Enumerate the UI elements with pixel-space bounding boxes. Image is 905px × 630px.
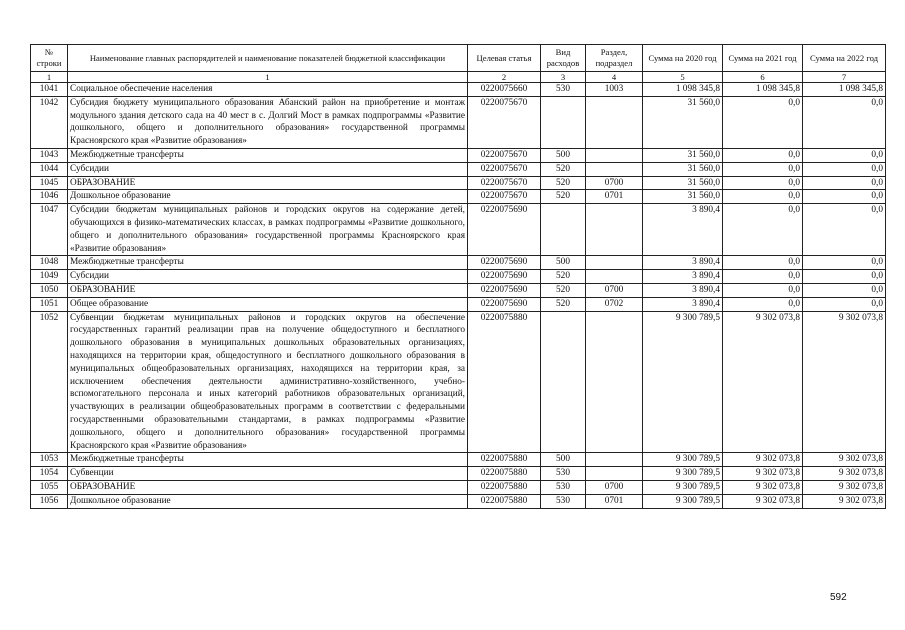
table-row — [31, 480, 886, 494]
sum-2022: 0,0 — [803, 96, 886, 148]
sum-2022: 9 302 073,8 — [803, 467, 886, 481]
target-article: 0220075690 — [468, 297, 541, 311]
row-name: Дошкольное образование — [68, 494, 468, 508]
row-name: ОБРАЗОВАНИЕ — [68, 283, 468, 297]
sum-2020: 31 560,0 — [643, 148, 723, 162]
row-number: 1055 — [31, 480, 68, 494]
row-name: Межбюджетные трансферты — [68, 148, 468, 162]
expense-type: 500 — [541, 256, 586, 270]
table-row — [31, 270, 886, 284]
target-article: 0220075880 — [468, 453, 541, 467]
table-row — [31, 494, 886, 508]
table-row — [31, 96, 886, 148]
header-row-number: № строки — [31, 45, 68, 72]
sum-2022: 0,0 — [803, 148, 886, 162]
table-row — [31, 190, 886, 204]
row-number: 1044 — [31, 162, 68, 176]
sum-2020: 1 098 345,8 — [643, 83, 723, 97]
expense-type — [541, 311, 586, 453]
expense-type — [541, 96, 586, 148]
sum-2022: 0,0 — [803, 190, 886, 204]
sum-2022: 9 302 073,8 — [803, 311, 886, 453]
column-number: 2 — [468, 72, 541, 83]
target-article: 0220075880 — [468, 311, 541, 453]
expense-type: 520 — [541, 283, 586, 297]
sum-2022: 0,0 — [803, 297, 886, 311]
header-name: Наименование главных распорядителей и наименование показателей бюджетной классификации — [68, 45, 468, 72]
target-article: 0220075670 — [468, 96, 541, 148]
row-number: 1043 — [31, 148, 68, 162]
row-name: Субсидия бюджету муниципального образования Абанский район на приобретение и монтаж модульного здания детского сада на 40 мест в с. Долгий Мост в рамках подпрограммы «Развитие дошкольного, общего и дополнительного образования» государственной программы Красноярского края «Развитие образования» — [68, 96, 468, 148]
row-number: 1056 — [31, 494, 68, 508]
table-row — [31, 311, 886, 453]
sum-2022: 0,0 — [803, 176, 886, 190]
sum-2021: 9 302 073,8 — [723, 311, 803, 453]
sum-2022: 0,0 — [803, 256, 886, 270]
expense-type: 530 — [541, 467, 586, 481]
column-number: 4 — [586, 72, 643, 83]
sum-2021: 0,0 — [723, 148, 803, 162]
section-code — [586, 204, 643, 256]
sum-2022: 9 302 073,8 — [803, 494, 886, 508]
table-row — [31, 83, 886, 97]
row-name: Дошкольное образование — [68, 190, 468, 204]
row-name: Субвенции бюджетам муниципальных районов и городских округов на обеспечение государственных гарантий реализации прав на получение общедоступного и бесплатного дошкольного образования в муниципальных дошкольных образовательных организациях, находящихся на территории края, общедоступного и бесплатного дошкольного образования в муниципальных общеобразовательных организациях, находящихся на территории края, за исключением обеспечения деятельности административно-хозяйственного, учебно-вспомогательного персонала и иных категорий работников образовательных организаций, участвующих в реализации общеобразовательных программ в соответствии с федеральными государственными образовательными стандартами, в рамках подпрограммы «Развитие дошкольного, общего и дополнительного образования» государственной программы Красноярского края «Развитие образования» — [68, 311, 468, 453]
section-code: 0700 — [586, 283, 643, 297]
sum-2020: 31 560,0 — [643, 176, 723, 190]
sum-2020: 31 560,0 — [643, 96, 723, 148]
expense-type: 530 — [541, 83, 586, 97]
header-expense-type: Вид расходов — [541, 45, 586, 72]
section-code — [586, 148, 643, 162]
target-article: 0220075670 — [468, 148, 541, 162]
sum-2020: 31 560,0 — [643, 190, 723, 204]
table-row — [31, 297, 886, 311]
section-code — [586, 311, 643, 453]
sum-2021: 0,0 — [723, 162, 803, 176]
budget-table — [30, 44, 886, 509]
row-name: Субсидии бюджетам муниципальных районов и городских округов на содержание детей, обучающихся в физико-математических классах, в рамках подпрограммы «Развитие дошкольного, общего и дополнительного образования» государственной программы Красноярского края «Развитие образования» — [68, 204, 468, 256]
column-number: 6 — [723, 72, 803, 83]
section-code — [586, 270, 643, 284]
column-number: 5 — [643, 72, 723, 83]
section-code: 0700 — [586, 480, 643, 494]
row-name: Общее образование — [68, 297, 468, 311]
row-name: Межбюджетные трансферты — [68, 453, 468, 467]
row-number: 1052 — [31, 311, 68, 453]
header-sum-2020: Сумма на 2020 год — [643, 45, 723, 72]
row-name: ОБРАЗОВАНИЕ — [68, 480, 468, 494]
table-row — [31, 204, 886, 256]
section-code — [586, 453, 643, 467]
table-row — [31, 162, 886, 176]
row-number: 1048 — [31, 256, 68, 270]
sum-2021: 9 302 073,8 — [723, 467, 803, 481]
target-article: 0220075670 — [468, 176, 541, 190]
sum-2021: 9 302 073,8 — [723, 480, 803, 494]
row-number: 1051 — [31, 297, 68, 311]
row-number: 1049 — [31, 270, 68, 284]
sum-2022: 0,0 — [803, 283, 886, 297]
sum-2020: 9 300 789,5 — [643, 480, 723, 494]
expense-type: 520 — [541, 270, 586, 284]
sum-2022: 9 302 073,8 — [803, 480, 886, 494]
row-number: 1045 — [31, 176, 68, 190]
sum-2020: 9 300 789,5 — [643, 467, 723, 481]
section-code — [586, 467, 643, 481]
sum-2020: 3 890,4 — [643, 297, 723, 311]
expense-type: 520 — [541, 190, 586, 204]
table-row — [31, 453, 886, 467]
header-target-article: Целевая статья — [468, 45, 541, 72]
sum-2020: 3 890,4 — [643, 256, 723, 270]
row-number: 1046 — [31, 190, 68, 204]
section-code: 0700 — [586, 176, 643, 190]
sum-2021: 0,0 — [723, 256, 803, 270]
section-code — [586, 96, 643, 148]
section-code — [586, 256, 643, 270]
table-row — [31, 283, 886, 297]
table-header — [31, 45, 886, 83]
sum-2021: 0,0 — [723, 204, 803, 256]
expense-type: 500 — [541, 453, 586, 467]
target-article: 0220075880 — [468, 480, 541, 494]
target-article: 0220075670 — [468, 162, 541, 176]
row-number: 1041 — [31, 83, 68, 97]
column-number: 3 — [541, 72, 586, 83]
sum-2022: 0,0 — [803, 204, 886, 256]
row-number: 1053 — [31, 453, 68, 467]
sum-2022: 0,0 — [803, 162, 886, 176]
row-number: 1050 — [31, 283, 68, 297]
row-number: 1047 — [31, 204, 68, 256]
sum-2022: 1 098 345,8 — [803, 83, 886, 97]
column-number: 7 — [803, 72, 886, 83]
expense-type: 500 — [541, 148, 586, 162]
sum-2021: 0,0 — [723, 297, 803, 311]
row-number: 1054 — [31, 467, 68, 481]
sum-2020: 3 890,4 — [643, 204, 723, 256]
table-row — [31, 467, 886, 481]
sum-2020: 9 300 789,5 — [643, 453, 723, 467]
section-code: 1003 — [586, 83, 643, 97]
target-article: 0220075880 — [468, 467, 541, 481]
table-row — [31, 176, 886, 190]
sum-2021: 0,0 — [723, 190, 803, 204]
expense-type: 520 — [541, 162, 586, 176]
page-number: 592 — [830, 592, 847, 603]
column-number: 1 — [68, 72, 468, 83]
header-section: Раздел, подраздел — [586, 45, 643, 72]
row-name: ОБРАЗОВАНИЕ — [68, 176, 468, 190]
sum-2021: 9 302 073,8 — [723, 453, 803, 467]
row-name: Субвенции — [68, 467, 468, 481]
header-sum-2022: Сумма на 2022 год — [803, 45, 886, 72]
section-code: 0702 — [586, 297, 643, 311]
sum-2022: 0,0 — [803, 270, 886, 284]
sum-2021: 0,0 — [723, 176, 803, 190]
sum-2022: 9 302 073,8 — [803, 453, 886, 467]
sum-2020: 3 890,4 — [643, 270, 723, 284]
column-number-row — [31, 72, 886, 83]
section-code: 0701 — [586, 494, 643, 508]
sum-2021: 0,0 — [723, 283, 803, 297]
section-code — [586, 162, 643, 176]
sum-2020: 3 890,4 — [643, 283, 723, 297]
row-number: 1042 — [31, 96, 68, 148]
target-article: 0220075670 — [468, 190, 541, 204]
expense-type: 520 — [541, 297, 586, 311]
target-article: 0220075660 — [468, 83, 541, 97]
section-code: 0701 — [586, 190, 643, 204]
sum-2021: 1 098 345,8 — [723, 83, 803, 97]
row-name: Социальное обеспечение населения — [68, 83, 468, 97]
expense-type — [541, 204, 586, 256]
sum-2021: 0,0 — [723, 96, 803, 148]
target-article: 0220075880 — [468, 494, 541, 508]
target-article: 0220075690 — [468, 270, 541, 284]
expense-type: 530 — [541, 480, 586, 494]
table-body — [31, 83, 886, 509]
sum-2020: 9 300 789,5 — [643, 311, 723, 453]
target-article: 0220075690 — [468, 283, 541, 297]
sum-2020: 31 560,0 — [643, 162, 723, 176]
sum-2021: 0,0 — [723, 270, 803, 284]
header-sum-2021: Сумма на 2021 год — [723, 45, 803, 72]
expense-type: 530 — [541, 494, 586, 508]
row-name: Субсидии — [68, 162, 468, 176]
expense-type: 520 — [541, 176, 586, 190]
target-article: 0220075690 — [468, 256, 541, 270]
table-row — [31, 256, 886, 270]
sum-2020: 9 300 789,5 — [643, 494, 723, 508]
table-row — [31, 148, 886, 162]
row-name: Субсидии — [68, 270, 468, 284]
column-number: 1 — [31, 72, 68, 83]
sum-2021: 9 302 073,8 — [723, 494, 803, 508]
target-article: 0220075690 — [468, 204, 541, 256]
row-name: Межбюджетные трансферты — [68, 256, 468, 270]
